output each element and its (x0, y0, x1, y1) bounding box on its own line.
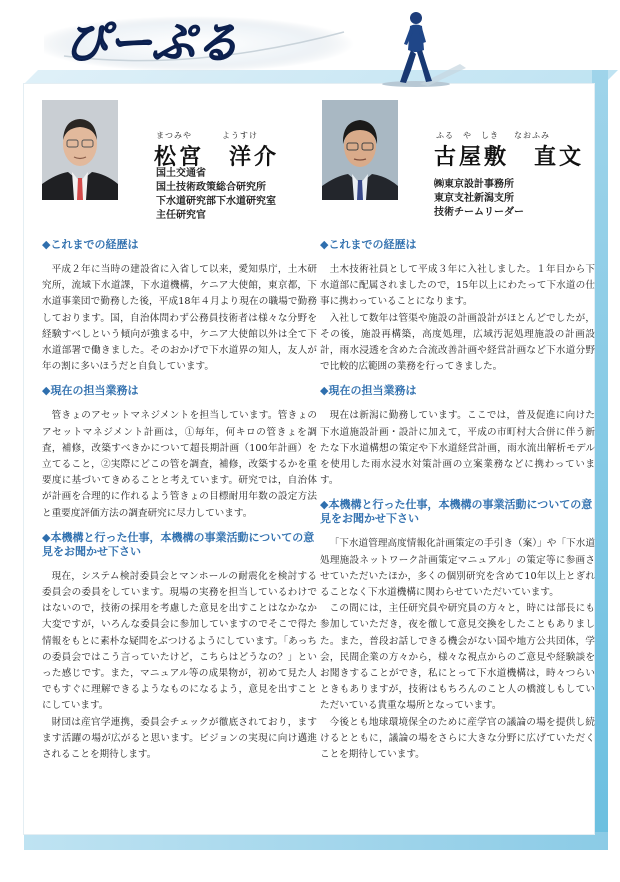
affiliation-line: 主任研究官 (156, 210, 206, 221)
paragraph: 管きょのアセットマネジメントを担当しています。管きょのアセットマネジメント計画は，①毎年，何キロの管きょを調査，補修，改築すべきかについて超長期計画（100年計画）を立てること，②実際にどこの管を調査，補修，改築するかを重要度に基づいてきめることと考えています。研究では，自治体が計画を合理的に作れるよう管きょの目標耐用年数の設定方法と重要度評価方法の調査研究に尽力しています。 (42, 410, 317, 519)
affiliation (434, 178, 524, 220)
affiliation-line: 下水道研究部下水道研究室 (156, 196, 276, 207)
affiliation-line: 東京支社新潟支所 (434, 193, 514, 204)
section-heading: ◆本機構と行った仕事，本機構の事業活動についての意見をお聞かせ下さい (320, 498, 593, 526)
section-heading: ◆これまでの経歴は (320, 238, 417, 251)
affiliation (156, 167, 276, 223)
section-heading: ◆現在の担当業務は (320, 384, 417, 398)
column-right (320, 238, 595, 763)
ruby-surname: まつみや (156, 131, 192, 140)
ruby-given: なおふみ (514, 131, 550, 140)
portrait-matsumiya (42, 100, 118, 200)
logo-text: ぴーぷる (64, 18, 240, 69)
affiliation-line: 国土技術政策総合研究所 (156, 182, 266, 193)
person-name: 松宮 洋介 (154, 144, 280, 170)
ruby-given: ようすけ (222, 131, 258, 140)
section-heading: ◆本機構と行った仕事，本機構の事業活動についての意見をお聞かせ下さい (42, 530, 315, 558)
paragraph: 今後とも地球環境保全のために産学官の議論の場を提供し続けるとともに，議論の場をさらに大きな分野に広げていただくことを期待しています。 (320, 716, 595, 761)
paragraph: 「下水道管理高度情報化計画策定の手引き（案）」や「下水道処理施設ネットワーク計画策定マニュアル」の策定等に参画させていただいたほか，多くの個別研究を含めて10年以上とぎれることなく下水道機構に関わらせていただいています。 (320, 538, 595, 599)
section-heading: ◆現在の担当業務は (42, 384, 139, 398)
affiliation-line: 国土交通省 (156, 168, 206, 179)
person-name: 古屋敷 直文 (434, 144, 585, 170)
section-heading: ◆これまでの経歴は (42, 238, 139, 251)
paragraph: 現在，システム検討委員会とマンホールの耐震化を検討する委員会の委員をしています。現場の実務を担当しているわけではないので，技術の採用を考慮した意見を出すことはなかなか大変ですが，いろんな委員会に参加していますのでそこで得た情報をもとに素朴な疑問をぶつけるようにしています。「あっちの委員会ではこう言っていたけど，こちらはどうなの？」といった感じです。また，マニュアル等の成果物が，初めて見た人でもすぐに理解できるようなものになるよう，意見を出すことにしています。 (42, 570, 317, 712)
paragraph: 土木技術社員として平成３年に入社しました。１年目から下水道部に配属されましたので，15年以上にわたって下水道の仕事に携わっていることになります。 (320, 264, 595, 308)
walking-person-icon (380, 8, 500, 88)
affiliation-line: 技術チームリーダー (434, 207, 524, 218)
paragraph: 財団は産官学連携，委員会チェックが徹底されており，ますます活躍の場が広がると思います。ビジョンの実現に向け邁進されることを期待します。 (42, 716, 317, 761)
logo (44, 10, 374, 74)
ruby-surname: ふる や しき (436, 131, 499, 140)
page-frame-bottom (24, 832, 608, 850)
affiliation-line: ㈱東京設計事務所 (434, 179, 514, 190)
paragraph: この間には，主任研究員や研究員の方々と，時には部長にも参加していただき，夜を徹して意見交換をしたこともありました。また，普段お話しできる機会がない国や地方公共団体，学会，民間企業の方々から，様々な視点からのご意見や経験談をお聞きすることができ，私にとって下水道機構は，時々つらいときもありますが，技術はもちろんのこと人の橋渡しもしていただいている貴重な場所となっています。 (320, 603, 595, 712)
column-left (42, 238, 317, 763)
paragraph: 入社して数年は管渠や施設の計画設計がほとんどでしたが，その後，施設再構築，高度処理，広域汚泥処理施設の計画設計，雨水浸透を含めた合流改善計画や経営計画など下水道分野で比較的広範囲の業務を行ってきました。 (320, 312, 595, 373)
paragraph: 平成２年に当時の建設省に入省して以来，愛知県庁，土木研究所，流域下水道課，下水道機構，ケニア大使館，東京都，下水道事業団で勤務した後，平成18年４月より現在の職場で勤務しております。国，自治体問わず公務員技術者は様々な分野を経験すべしという傾向が強まる中，ケニア大使館以外は全て下水道部署で働きました。そのおかげで下水道界の知人，友人が年の割に多いほうだと自負しています。 (42, 264, 317, 373)
portrait-furuyashiki (322, 100, 398, 200)
paragraph: 現在は新潟に勤務しています。ここでは，普及促進に向けた下水道施設計画・設計に加えて，平成の市町村大合併に伴う新たな下水道構想の策定や下水道経営計画，雨水流出解析モデルを使用した雨水浸水対策計画の立案業務などに携わっています。 (320, 410, 595, 487)
